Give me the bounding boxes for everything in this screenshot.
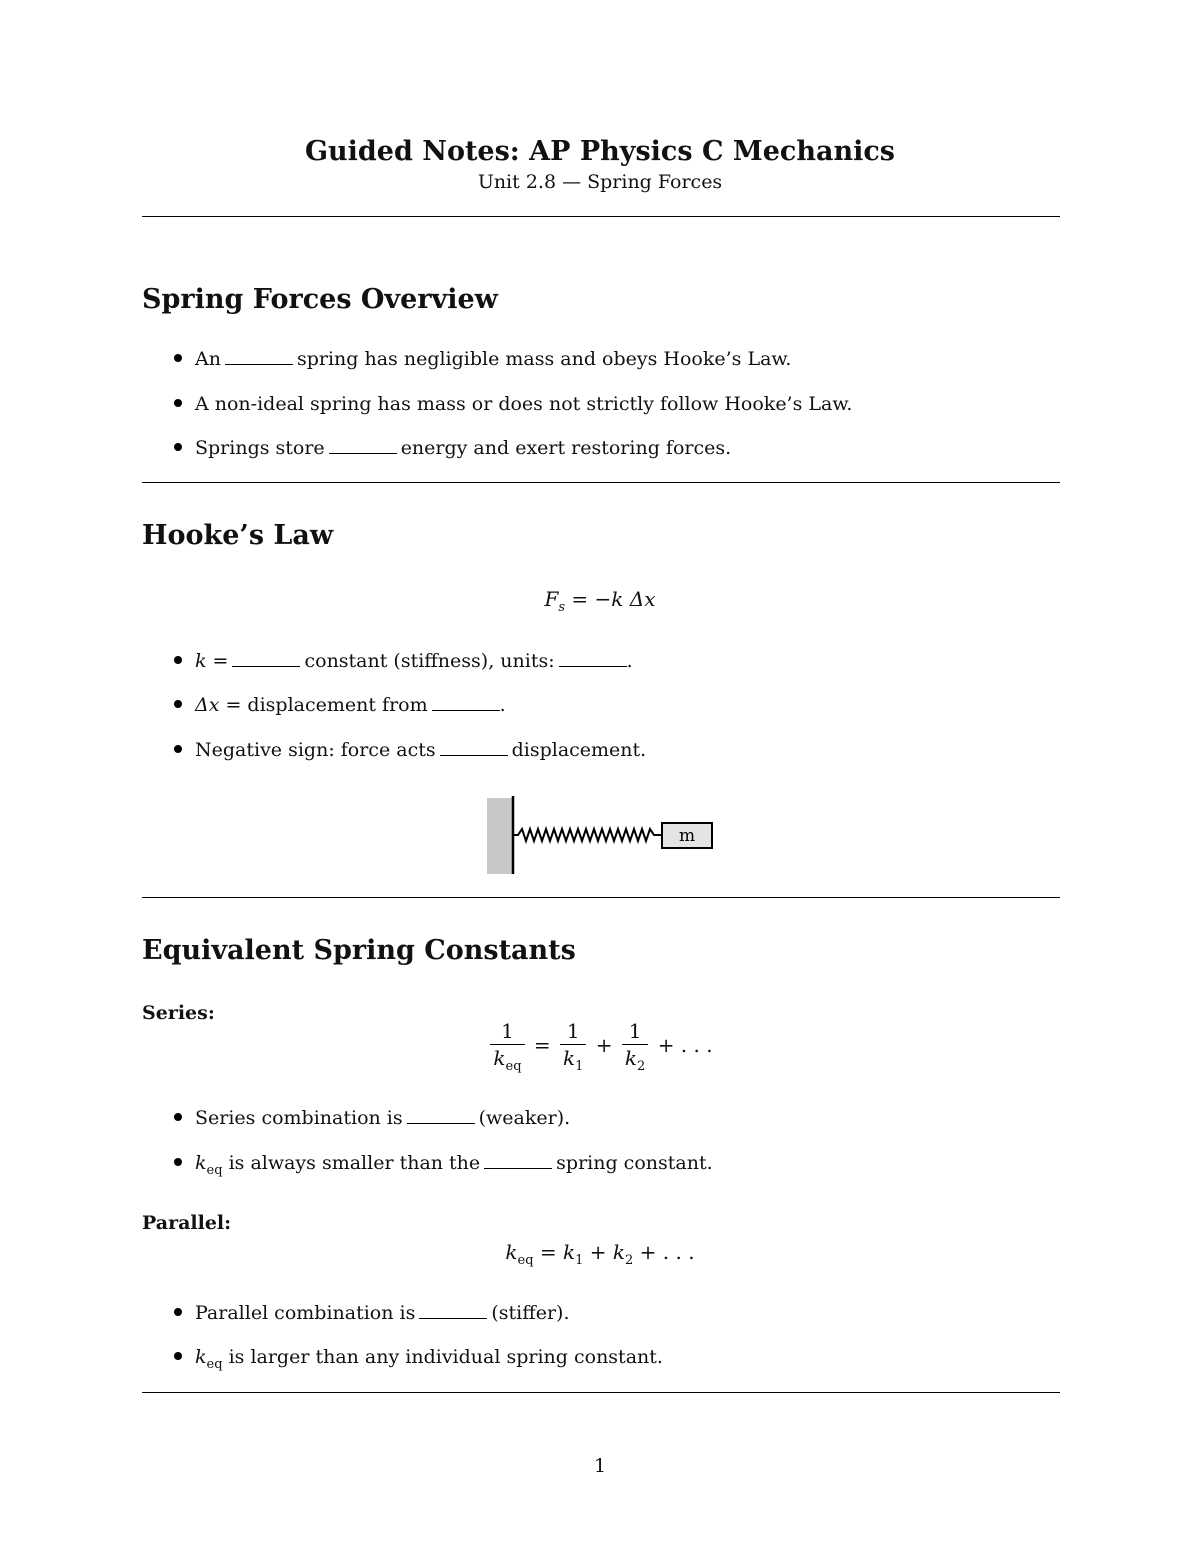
bullet-icon [174, 443, 182, 451]
list-item [174, 1346, 663, 1372]
plus-sign: + [583, 1240, 613, 1264]
fill-blank[interactable] [484, 1167, 552, 1169]
section-heading-overview: Spring Forces Overview [142, 284, 498, 315]
parallel-label: Parallel: [142, 1212, 232, 1234]
list-item [174, 739, 646, 761]
subscript: eq [505, 1059, 522, 1074]
subscript: 1 [575, 1059, 584, 1074]
subscript: 2 [625, 1253, 634, 1268]
list-item [174, 650, 633, 672]
bullet-text: An [195, 348, 221, 370]
ellipsis: + . . . [657, 1033, 713, 1057]
divider [142, 897, 1060, 898]
bullet-icon [174, 1352, 182, 1360]
bullet-text: Series combination is [195, 1107, 403, 1129]
equals-sign: = [533, 1240, 564, 1264]
bullet-text: is larger than any individual spring constant. [222, 1346, 663, 1368]
subscript: 1 [575, 1253, 584, 1268]
section-heading-hooke: Hooke’s Law [142, 520, 334, 551]
ellipsis: + . . . [633, 1240, 695, 1264]
fill-blank[interactable] [419, 1317, 487, 1319]
eq-rest: = −k Δx [565, 587, 656, 611]
list-item [174, 393, 852, 415]
bullet-icon [174, 399, 182, 407]
fraction [622, 1018, 648, 1075]
page-title: Guided Notes: AP Physics C Mechanics [304, 136, 895, 167]
math-var: k [624, 1046, 638, 1070]
fill-blank[interactable] [559, 665, 627, 667]
plus-sign: + [595, 1033, 613, 1057]
subscript: eq [517, 1253, 534, 1268]
bullet-text: spring constant. [556, 1152, 713, 1174]
bullet-text: (weaker). [478, 1107, 571, 1129]
bullet-text: Parallel combination is [195, 1302, 416, 1324]
numerator: 1 [490, 1018, 524, 1045]
math-var: k [563, 1046, 576, 1070]
bullet-text: spring has negligible mass and obeys Hooke’s Law. [296, 348, 792, 370]
page-number: 1 [593, 1455, 607, 1477]
bullet-text: energy and exert restoring forces. [400, 437, 732, 459]
subscript: 2 [637, 1059, 646, 1074]
bullet-text: Springs store [195, 437, 325, 459]
fill-blank[interactable] [225, 363, 293, 365]
mass-label: m [678, 826, 696, 846]
bullet-icon [174, 1113, 182, 1121]
equals-sign: = [533, 1033, 551, 1057]
fill-blank[interactable] [232, 665, 300, 667]
bullet-icon [174, 1308, 182, 1316]
numerator: 1 [622, 1018, 648, 1045]
bullet-icon [174, 354, 182, 362]
math-var: k [195, 1152, 207, 1174]
list-item [174, 437, 731, 459]
fill-blank[interactable] [432, 709, 500, 711]
wall [487, 798, 513, 874]
math-var: k [195, 1346, 207, 1368]
hooke-equation [0, 587, 1200, 615]
list-item [174, 1107, 570, 1129]
bullet-text: . [499, 694, 506, 716]
list-item [174, 1152, 713, 1178]
bullet-icon [174, 656, 182, 664]
divider [142, 1392, 1060, 1393]
eq-symbol: F [544, 587, 559, 611]
fill-blank[interactable] [329, 452, 397, 454]
divider [142, 482, 1060, 483]
math-var: k [563, 1240, 576, 1264]
fraction [490, 1018, 524, 1075]
series-label: Series: [142, 1002, 215, 1024]
fill-blank[interactable] [407, 1122, 475, 1124]
list-item [174, 1302, 570, 1324]
bullet-text: displacement. [511, 739, 647, 761]
series-equation [0, 1018, 1200, 1075]
eq-subscript: s [558, 600, 566, 615]
math-var: k [505, 1240, 518, 1264]
math-var: k [493, 1046, 506, 1070]
list-item [174, 348, 791, 370]
bullet-icon [174, 745, 182, 753]
divider [142, 216, 1060, 217]
bullet-text: (stiffer). [491, 1302, 570, 1324]
bullet-text: = displacement from [219, 694, 428, 716]
spring-mass-figure [480, 792, 720, 882]
subscript: eq [206, 1163, 223, 1178]
bullet-icon [174, 1158, 182, 1166]
spring-coil [513, 829, 662, 841]
fraction [560, 1018, 586, 1075]
numerator: 1 [560, 1018, 586, 1045]
bullet-text: . [626, 650, 633, 672]
math-var: Δx [195, 694, 220, 716]
math-var: k [612, 1240, 626, 1264]
list-item [174, 694, 506, 716]
math-var: k [195, 650, 207, 672]
subscript: eq [206, 1357, 223, 1372]
page-subtitle: Unit 2.8 — Spring Forces [477, 171, 723, 193]
bullet-text: A non-ideal spring has mass or does not strictly follow Hooke’s Law. [195, 393, 853, 415]
bullet-text: is always smaller than the [222, 1152, 481, 1174]
bullet-text: = [206, 650, 229, 672]
bullet-text: Negative sign: force acts [195, 739, 436, 761]
bullet-icon [174, 700, 182, 708]
parallel-equation [0, 1240, 1200, 1268]
fill-blank[interactable] [440, 754, 508, 756]
bullet-text: constant (stiffness), units: [304, 650, 555, 672]
section-heading-equivalent: Equivalent Spring Constants [142, 935, 576, 966]
